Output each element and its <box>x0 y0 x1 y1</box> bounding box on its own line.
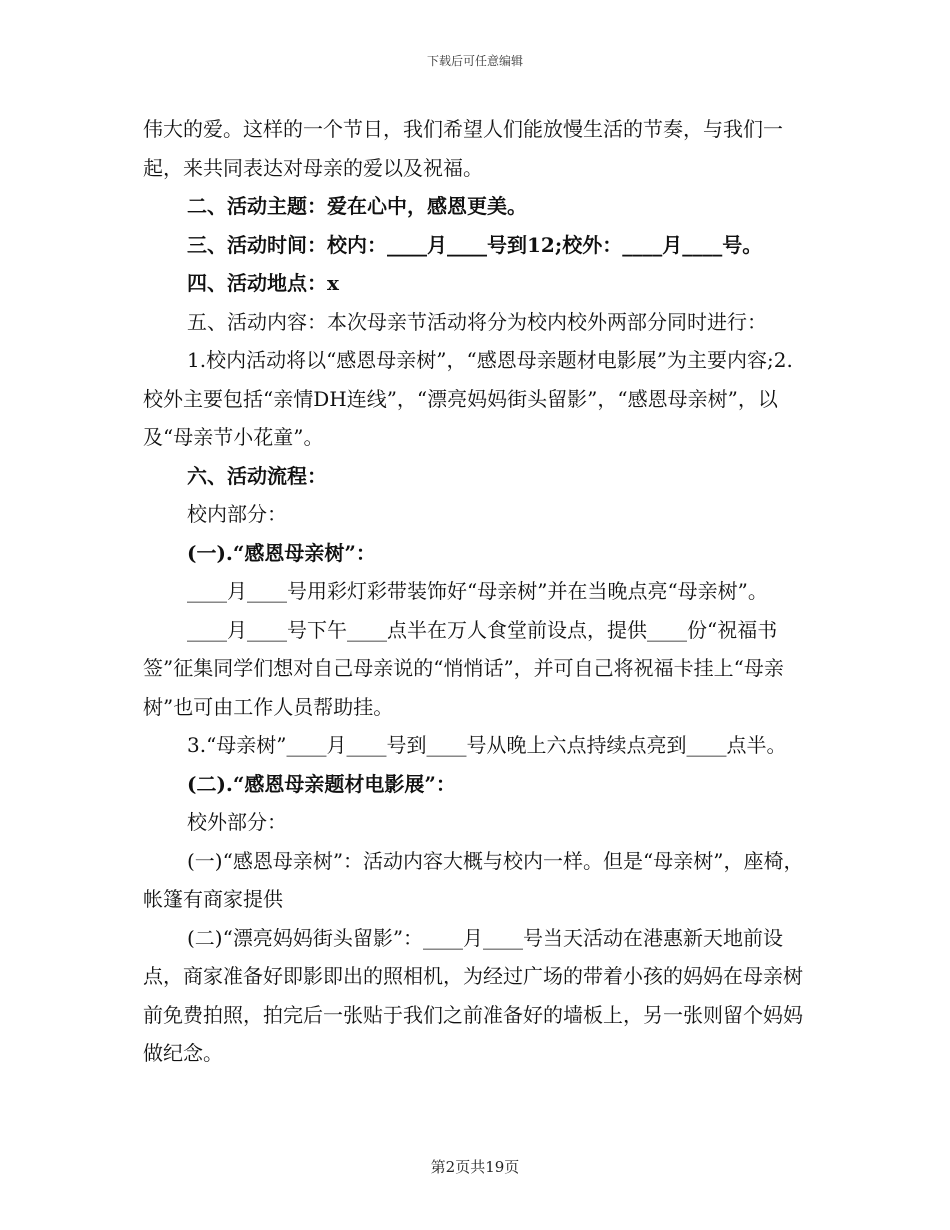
paragraph-blessing-cards: ____月____号下午____点半在万人食堂前设点，提供____份“祝福书签”征集同学们想对自己母亲说的“悄悄话”，并可自己将祝福卡挂上“母亲树”也可由工作人员帮助挂。 <box>143 617 784 719</box>
subheading-mother-tree: (一).“感恩母亲树”： <box>187 540 376 565</box>
paragraph-street-photo: (二)“漂亮妈妈街头留影”：____月____号当天活动在港惠新天地前设点，商家准备好即影即出的照相机，为经过广场的带着小孩的妈妈在母亲树前免费拍照，拍完后一张贴于我们之前准备好的墙板上，另一张则留个妈妈做纪念。 <box>143 925 803 1065</box>
heading-process: 六、活动流程： <box>187 463 327 488</box>
paragraph-content-intro: 五、活动内容：本次母亲节活动将分为校内校外两部分同时进行： <box>187 309 767 334</box>
paragraph-off-campus-tree: (一)“感恩母亲树”：活动内容大概与校内一样。但是“母亲树”，座椅，帐篷有商家提供 <box>143 848 804 911</box>
heading-location: 四、活动地点：x <box>187 271 339 295</box>
heading-theme: 二、活动主题：爱在心中，感恩更美。 <box>187 194 527 218</box>
page-header-note: 下载后可任意编辑 <box>426 54 523 68</box>
subheading-film-show: (二).“感恩母亲题材电影展”： <box>187 771 456 796</box>
heading-time: 三、活动时间：校内：____月____号到12;校外：____月____号。 <box>187 232 763 257</box>
document-body <box>143 110 808 1073</box>
paragraph-content-list: 1.校内活动将以“感恩母亲树”，“感恩母亲题材电影展”为主要内容;2.校外主要包括“亲情DH连线”，“漂亮妈妈街头留影”，“感恩母亲树”，以及“母亲节小花童”。 <box>143 348 793 449</box>
label-off-campus: 校外部分： <box>187 810 287 834</box>
page-footer-number: 第2页共19页 <box>430 1158 520 1176</box>
paragraph-tree-decorate: ____月____号用彩灯彩带装饰好“母亲树”并在当晚点亮“母亲树”。 <box>187 579 768 603</box>
paragraph-tree-lighting: 3.“母亲树”____月____号到____号从晚上六点持续点亮到____点半。 <box>187 733 787 757</box>
label-on-campus: 校内部分： <box>187 502 287 526</box>
paragraph-intro: 伟大的爱。这样的一个节日，我们希望人们能放慢生活的节奏，与我们一起，来共同表达对母亲的爱以及祝福。 <box>143 117 783 180</box>
